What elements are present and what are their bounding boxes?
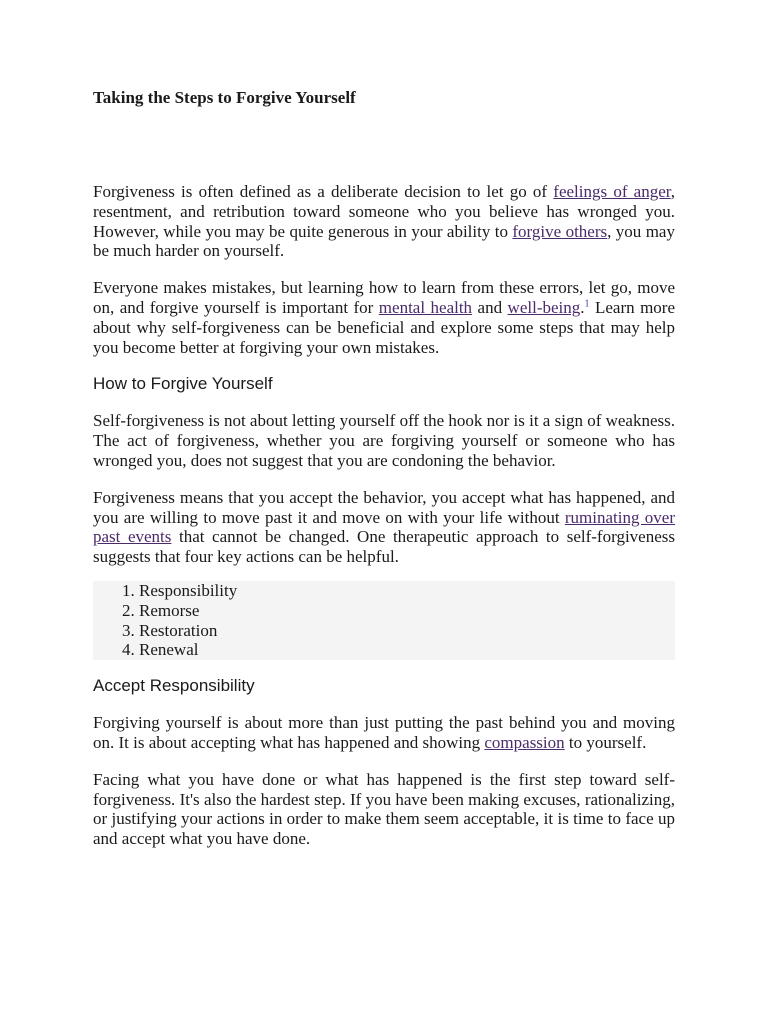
list-item: 4. Renewal [139,640,675,660]
heading-accept-responsibility: Accept Responsibility [93,676,255,696]
text-run: Forgiveness is often defined as a deliberate decision to let go of [93,182,554,201]
paragraph-self-forgiveness: Self-forgiveness is not about letting yourself off the hook nor is it a sign of weakness. The act of forgiveness, whether you are forgiving yourself or someone who has wronged you, does not suggest that you are condoning the behavior. [93,411,676,470]
link-mental-health[interactable]: mental health [378,297,473,317]
text-run: Forgiving yourself is about more than just putting the past behind you and moving on. It is about accepting what has happened and showing [93,713,675,752]
heading-how-to-forgive-yourself: How to Forgive Yourself [93,374,273,394]
text-run: , resentment, and retribution toward someone who you believe has wronged you. However, while you may be quite generous in your ability to [93,182,675,241]
link-compassion[interactable]: compassion [484,732,565,752]
list-item: 1. Responsibility [139,581,675,601]
text-run: Everyone makes mistakes, but learning how to learn from these errors, let go, move on, and forgive yourself is important for [93,278,675,317]
text-run: Forgiveness means that you accept the behavior, you accept what has happened, and you are willing to move past it and move on with your life without [93,487,675,527]
link-ruminating-over-past-events[interactable]: ruminating over past events [93,507,675,547]
link-forgive-others[interactable]: forgive others [512,221,608,241]
list-item: 3. Restoration [139,621,675,641]
document-body [93,182,675,866]
document-title: Taking the Steps to Forgive Yourself [93,88,356,107]
footnote-reference[interactable]: 1 [584,298,590,310]
paragraph-everyone-makes-mistakes [93,278,675,357]
link-well-being[interactable]: well-being [507,297,581,317]
paragraph-forgiving-yourself [93,713,675,753]
text-run: Learn more about why self-forgiveness can be beneficial and explore some steps that may help you become better at forgiving your own mistakes. [93,297,675,357]
text-run: and [472,297,508,317]
text-run: . [580,297,585,317]
text-run: to yourself. [564,732,647,752]
paragraph-facing-what-you-have-done: Facing what you have done or what has happened is the first step toward self-forgiveness. It's also the hardest step. If you have been making excuses, rationalizing, or justifying your actions in order to make them seem acceptable, it is time to face up and accept what you have done. [93,769,675,849]
list-item: 2. Remorse [139,601,675,621]
paragraph-forgiveness-means [93,488,675,567]
text-run: that cannot be changed. One therapeutic approach to self-forgiveness suggests that four key actions can be helpful. [93,527,675,567]
steps-list [93,581,675,660]
link-feelings-of-anger[interactable]: feelings of anger [553,182,671,201]
text-run: , you may be much harder on yourself. [93,221,675,261]
paragraph-intro [93,182,675,261]
